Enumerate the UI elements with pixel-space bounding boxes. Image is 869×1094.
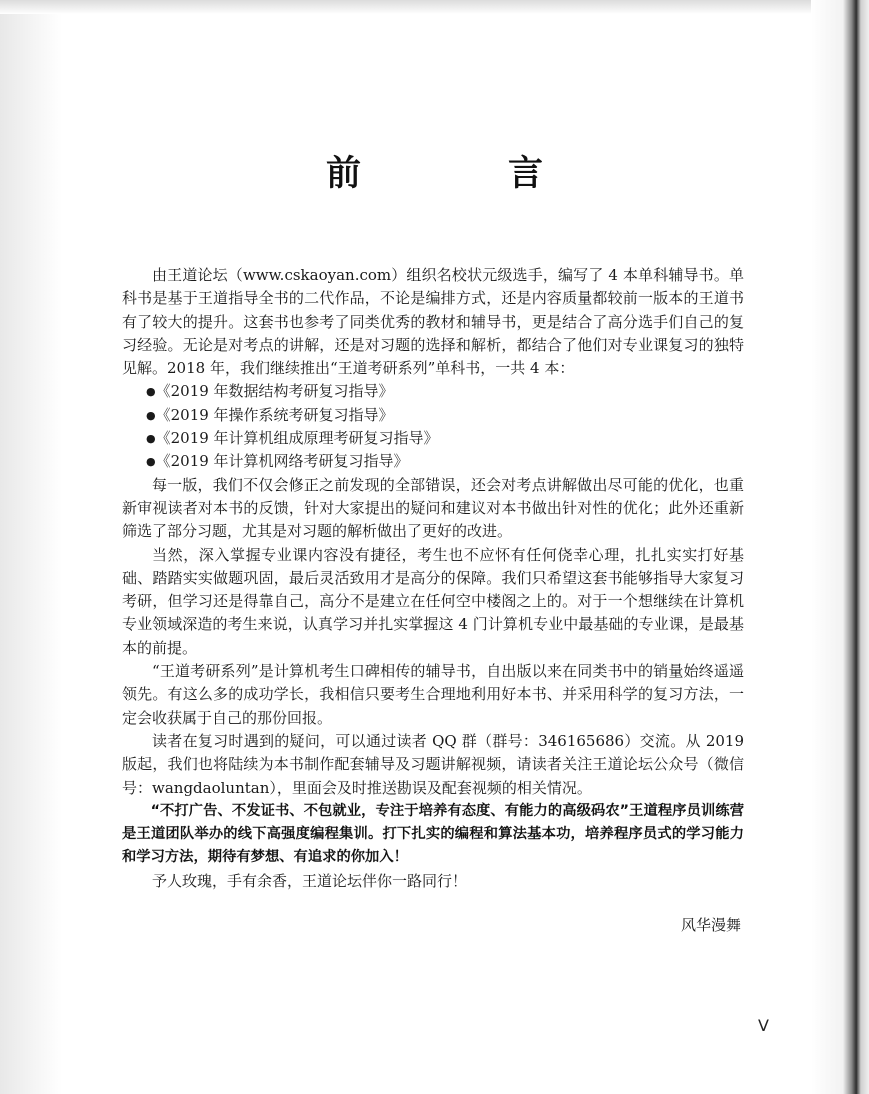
book-list-item — [146, 450, 744, 473]
paragraph-advice: 当然，深入掌握专业课内容没有捷径，考生也不应怀有任何侥幸心理，扎扎实实打好基础、踏踏实实做题巩固，最后灵活致用才是高分的保障。我们只希望这套书能够指导大家复习考研，但学习还是得靠自己，高分不是建立在任何空中楼阁之上的。对于一个想继续在计算机专业领域深造的考生来说，认真学习并扎实掌握这 4 门计算机专业中最基础的专业课，是最基本的前提。 — [122, 545, 744, 657]
book-title: 《2019 年计算机组成原理考研复习指导》 — [155, 429, 439, 448]
bullet-icon: ● — [146, 455, 156, 469]
preface-body — [122, 264, 744, 893]
book-list — [122, 380, 744, 473]
bullet-icon: ● — [146, 408, 156, 422]
scan-top-edge — [0, 0, 869, 14]
paragraph-revision: 每一版，我们不仅会修正之前发现的全部错误，还会对考点讲解做出尽可能的优化，也重新审视读者对本书的反馈，针对大家提出的疑问和建议对本书做出针对性的优化；此外还重新筛选了部分习题，尤其是对习题的解析做出了更好的改进。 — [122, 475, 744, 541]
book-title: 《2019 年数据结构考研复习指导》 — [155, 382, 394, 401]
paragraph-contact: 读者在复习时遇到的疑问，可以通过读者 QQ 群（群号：346165686）交流。从 2019 版起，我们也将陆续为本书制作配套辅导及习题讲解视频，请读者关注王道论坛公众号（微信号：wangdaoluntan），里面会及时推送勘误及配套视频的相关情况。 — [122, 731, 744, 797]
author-signature: 风华漫舞 — [680, 916, 741, 934]
paragraph-closing: 予人玫瑰，手有余香，王道论坛伴你一路同行！ — [152, 871, 468, 890]
paragraph-bootcamp: “不打广告、不发证书、不包就业，专注于培养有态度、有能力的高级码农”王道程序员训练营是王道团队举办的线下高强度编程集训。打下扎实的编程和算法基本功，培养程序员式的学习能力和学习方法，期待有梦想、有追求的你加入！ — [122, 802, 744, 866]
book-title: 《2019 年计算机网络考研复习指导》 — [155, 452, 409, 471]
paragraph-reputation: “王道考研系列”是计算机考生口碑相传的辅导书，自出版以来在同类书中的销量始终遥遥领先。有这么多的成功学长，我相信只要考生合理地利用好本书、并采用科学的复习方法，一定会收获属于自己的那份回报。 — [122, 662, 744, 727]
paragraph-intro: 由王道论坛（www.cskaoyan.com）组织名校状元级选手，编写了 4 本单科辅导书。单科书是基于王道指导全书的二代作品，不论是编排方式，还是内容质量都较前一版本的王道书有了较大的提升。这套书也参考了同类优秀的教材和辅导书，更是结合了高分选手们自己的复习经验。无论是对考点的讲解，还是对习题的选择和解析，都结合了他们对专业课复习的独特见解。2018 年，我们继续推出“王道考研系列”单科书，一共 4 本： — [122, 266, 744, 378]
book-list-item — [146, 380, 744, 403]
book-list-item — [146, 404, 744, 427]
page-title: 前 言 — [325, 153, 599, 194]
bullet-icon: ● — [146, 385, 156, 399]
page-number: V — [758, 1016, 769, 1035]
book-title: 《2019 年操作系统考研复习指导》 — [155, 405, 394, 424]
book-list-item — [146, 427, 744, 450]
bullet-icon: ● — [146, 432, 156, 446]
